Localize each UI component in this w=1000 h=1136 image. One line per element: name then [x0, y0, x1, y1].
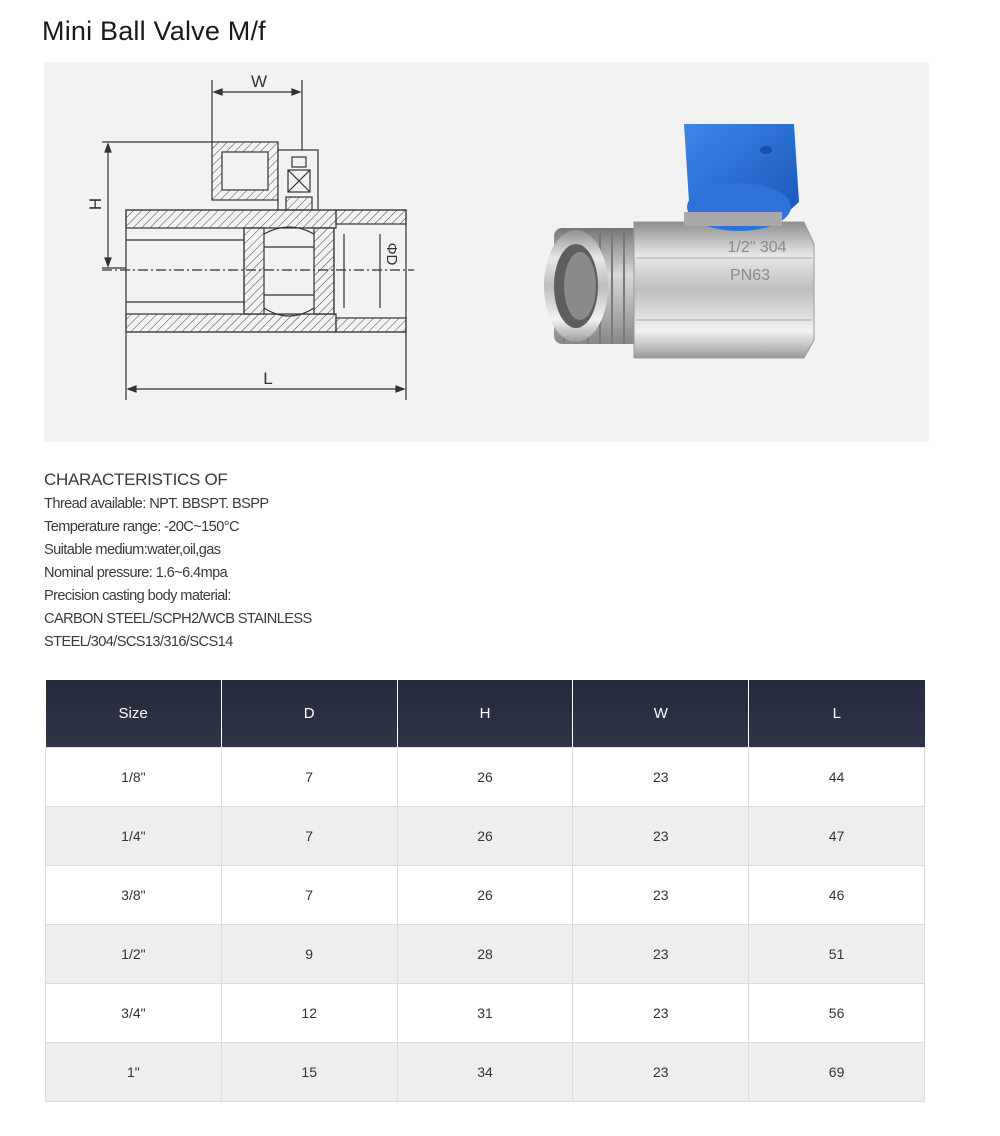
table-cell: 7 — [221, 748, 397, 807]
table-cell: 28 — [397, 925, 573, 984]
table-cell: 26 — [397, 748, 573, 807]
table-header-row — [46, 680, 925, 748]
product-figure — [44, 62, 929, 442]
table-cell: 23 — [573, 925, 749, 984]
table-cell: 7 — [221, 866, 397, 925]
table-cell: 23 — [573, 748, 749, 807]
table-cell: 23 — [573, 1043, 749, 1102]
table-cell: 7 — [221, 807, 397, 866]
column-header-w: W — [573, 680, 749, 748]
body-marking-pressure: PN63 — [729, 267, 771, 284]
table-cell: 1" — [46, 1043, 222, 1102]
dimension-h-label: H — [86, 197, 105, 211]
table-cell: 26 — [397, 866, 573, 925]
table-cell: 12 — [221, 984, 397, 1043]
table-cell: 23 — [573, 807, 749, 866]
dimension-w-label: W — [250, 72, 268, 91]
characteristics-line: Thread available: NPT. BBSPT. BSPP — [44, 496, 269, 512]
column-header-l: L — [749, 680, 925, 748]
table-row — [46, 748, 925, 807]
table-cell: 34 — [397, 1043, 573, 1102]
table-row — [46, 866, 925, 925]
spec-table — [45, 680, 925, 1102]
table-cell: 51 — [749, 925, 925, 984]
table-cell: 46 — [749, 866, 925, 925]
table-cell: 26 — [397, 807, 573, 866]
characteristics-line: STEEL/304/SCS13/316/SCS14 — [44, 634, 233, 650]
table-cell: 31 — [397, 984, 573, 1043]
table-cell: 1/4" — [46, 807, 222, 866]
table-cell: 44 — [749, 748, 925, 807]
table-cell: 1/2" — [46, 925, 222, 984]
technical-drawing — [102, 80, 414, 400]
characteristics-line: Nominal pressure: 1.6~6.4mpa — [44, 565, 228, 581]
table-cell: 1/8" — [46, 748, 222, 807]
table-cell: 3/8" — [46, 866, 222, 925]
table-cell: 9 — [221, 925, 397, 984]
characteristics-section — [44, 470, 464, 654]
table-cell: 56 — [749, 984, 925, 1043]
characteristics-line: Suitable medium:water,oil,gas — [44, 542, 221, 558]
column-header-h: H — [397, 680, 573, 748]
characteristics-heading: CHARACTERISTICS OF — [44, 470, 228, 489]
table-row — [46, 984, 925, 1043]
table-cell: 3/4" — [46, 984, 222, 1043]
body-marking-size: 1/2" 304 — [727, 239, 787, 256]
figure-svg — [44, 62, 929, 442]
table-cell: 69 — [749, 1043, 925, 1102]
column-header-size: Size — [46, 680, 222, 748]
table-cell: 15 — [221, 1043, 397, 1102]
characteristics-line: Temperature range: -20C~150°C — [44, 519, 239, 535]
table-cell: 23 — [573, 866, 749, 925]
characteristics-line: CARBON STEEL/SCPH2/WCB STAINLESS — [44, 611, 312, 627]
column-header-d: D — [221, 680, 397, 748]
page-title: Mini Ball Valve M/f — [42, 16, 266, 46]
table-row — [46, 1043, 925, 1102]
characteristics-line: Precision casting body material: — [44, 588, 231, 604]
dimension-l-label: L — [263, 369, 273, 388]
dimension-d-label: ΦD — [383, 242, 400, 266]
table-row — [46, 807, 925, 866]
table-cell: 47 — [749, 807, 925, 866]
table-row — [46, 925, 925, 984]
table-cell: 23 — [573, 984, 749, 1043]
